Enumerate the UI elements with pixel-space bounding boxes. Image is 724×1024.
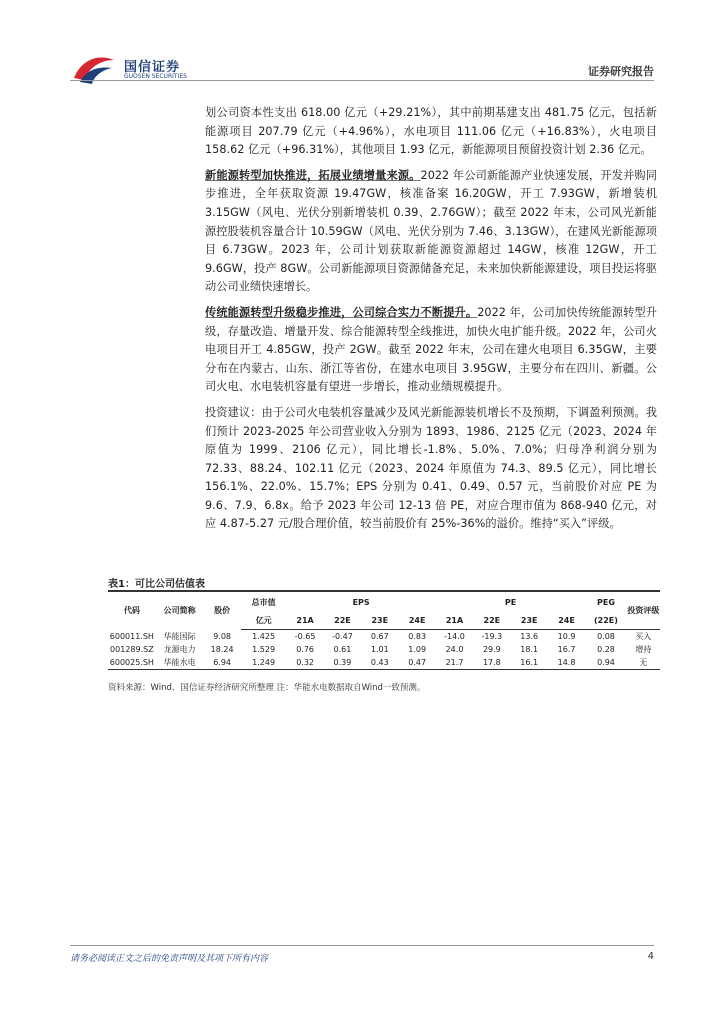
cell-name: 龙源电力 [163, 645, 196, 654]
header-eps-year: 22E [324, 612, 361, 630]
cell-eps: 0.32 [296, 658, 314, 667]
cell-peg: 0.94 [597, 658, 615, 667]
header-name: 公司简称 [163, 606, 196, 616]
cell-name: 华能水电 [163, 658, 196, 667]
cell-pe: 18.1 [520, 645, 539, 654]
cell-eps: 0.43 [370, 658, 389, 667]
header-eps-year: 24E [398, 612, 435, 630]
header-pe-year: 22E [473, 612, 510, 630]
cell-rating: 无 [639, 658, 648, 667]
header-price: 股价 [214, 606, 231, 616]
cell-mcap: 1.425 [252, 632, 276, 641]
header-pe-year: 23E [511, 612, 548, 630]
cell-pe: 29.9 [482, 645, 501, 654]
cell-eps: 1.09 [408, 645, 427, 654]
cell-pe: 17.8 [482, 658, 501, 667]
cell-pe: 21.7 [445, 658, 464, 667]
cell-pe: 13.6 [520, 632, 539, 641]
paragraph-text: 投资建议：由于公司火电装机容量减少及风光新能源装机增长不及预期，下调盈利预测。我们预计 2023-2025 年公司营业收入分别为 1893、1986、2125 亿元（2023、2024 年原值为 1999、2106 亿元），同比增长-1.8%、5.0%、7.0%；归母净利润分别为 72.33、88.24、102.11 亿元（2023、2024 年原值为 74.3、89.5 亿元），同比增长 156.1%、22.0%、15.7%；EPS 分别为 0.41、0.49、0.57 元，当前股价对应 PE 为 9.6、7.9、6.8x。给予 2023 年公司 12-13 倍 PE，对应合理市值为 868-940 亿元，对应 4.87-5.27 元/股合理价值，较当前股价有 25%-36%的溢价。维持“买入”评级。 [205, 405, 657, 531]
header-pe: PE [504, 597, 517, 607]
paragraph-text: 划公司资本性支出 618.00 亿元（+29.21%），其中前期基建支出 481.75 亿元，包括新能源项目 207.79 亿元（+4.96%），水电项目 111.06 亿元（+16.83%），火电项目 158.62 亿元（+96.31%），其他项目 1.93 亿元，新能源项目预留投资计划 2.36 亿元。 [205, 106, 657, 157]
header-mcap: 总市值 [251, 597, 276, 607]
logo-text-cn: 国信证券 [124, 60, 181, 75]
cell-price: 18.24 [210, 645, 234, 654]
header-pe-year: 21A [436, 612, 473, 630]
disclaimer-note: 请务必阅读正文之后的免责声明及其项下所有内容 [70, 954, 269, 964]
cell-peg: 0.08 [597, 632, 615, 641]
logo-text-en: GUOSEN SECURITIES [124, 73, 187, 80]
cell-eps: 0.67 [370, 632, 389, 641]
cell-eps: -0.65 [294, 632, 316, 641]
cell-mcap: 1.529 [252, 645, 276, 654]
header-peg-sub: (22E) [585, 612, 627, 630]
cell-eps: 0.47 [408, 658, 427, 667]
cell-name: 华能国际 [163, 631, 196, 641]
cell-pe: 16.7 [557, 645, 576, 654]
header-eps-year: 23E [361, 612, 398, 630]
paragraph-lead: 新能源转型加快推进，拓展业绩增量来源。 [205, 168, 421, 182]
table-row [108, 656, 660, 670]
cell-eps: -0.47 [332, 632, 353, 641]
table-title: 表1：可比公司估值表 [108, 579, 205, 590]
cell-pe: -19.3 [481, 632, 503, 641]
report-type-title: 证券研究报告 [588, 65, 654, 78]
table-row [108, 630, 660, 644]
cell-pe: 16.1 [520, 658, 539, 667]
cell-code: 001289.SZ [110, 645, 154, 654]
cell-mcap: 1.249 [252, 658, 276, 667]
cell-pe: -14.0 [444, 632, 465, 641]
cell-code: 600011.SH [109, 631, 154, 641]
header-peg: PEG [597, 597, 615, 607]
cell-pe: 10.9 [557, 632, 576, 641]
page-number: 4 [647, 951, 654, 962]
cell-peg: 0.28 [597, 645, 615, 654]
report-body [205, 104, 657, 541]
header-code: 代码 [123, 606, 140, 616]
paragraph-text: 2022 年，公司加快传统能源转型升级，存量改造、增量开发、综合能源转型全线推进，加快火电扩能升级。2022 年，公司火电项目开工 4.85GW，投产 2GW。截至 2022 年末，公司在建火电项目 6.35GW，主要分布在内蒙古、山东、浙江等省份，在建水电项目 3.95GW，主要分布在四川、新疆。公司火电、水电装机容量有望进一步增长，推动业绩规模提升。 [205, 305, 657, 394]
paragraph-capex [205, 104, 657, 160]
valuation-table [108, 590, 660, 670]
cell-pe: 14.8 [557, 658, 576, 667]
paragraph-investment-advice [205, 404, 657, 534]
header-eps: EPS [352, 597, 370, 607]
header-eps-year: 21A [286, 612, 323, 630]
cell-eps: 0.76 [296, 645, 314, 654]
header-pe-year: 24E [548, 612, 585, 630]
header-rating: 投资评级 [627, 591, 660, 630]
paragraph-new-energy [205, 167, 657, 297]
cell-rating: 买入 [635, 632, 652, 641]
paragraph-lead: 传统能源转型升级稳步推进，公司综合实力不断提升。 [205, 305, 478, 319]
cell-eps: 0.83 [408, 632, 427, 641]
cell-price: 9.08 [213, 631, 232, 641]
cell-rating: 增持 [635, 645, 652, 654]
paragraph-traditional-energy [205, 304, 657, 397]
cell-eps: 1.01 [370, 645, 389, 654]
cell-price: 6.94 [213, 658, 232, 667]
header-divider [70, 80, 654, 81]
cell-eps: 0.39 [333, 658, 352, 667]
cell-eps: 0.61 [333, 645, 352, 654]
footer-divider [70, 945, 654, 946]
table-source-note: 资料来源：Wind、国信证券经济研究所整理 注：华能水电数据取自Wind一致预测。 [108, 683, 426, 693]
cell-code: 600025.SH [109, 658, 154, 667]
cell-pe: 24.0 [445, 645, 464, 654]
table-row [108, 643, 660, 656]
paragraph-text: 2022 年公司新能源产业快速发展，开发并购同步推进，全年获取资源 19.47GW，核准备案 16.20GW，开工 7.93GW，新增装机 3.15GW（风电、光伏分别新增装机 0.39、2.76GW）；截至 2022 年末，公司风光新能源控股装机容量合计 10.59GW（风电、光伏分别为 7.46、3.13GW），在建风光新能源项目 6.73GW。2023 年，公司计划获取新能源资源超过 14GW，核准 12GW，开工 9.6GW，投产 8GW。公司新能源项目资源储备充足，未来加快新能源建设，项目投运将驱动公司业绩快速增长。 [205, 168, 657, 294]
header-mcap-unit: 亿元 [241, 612, 287, 630]
